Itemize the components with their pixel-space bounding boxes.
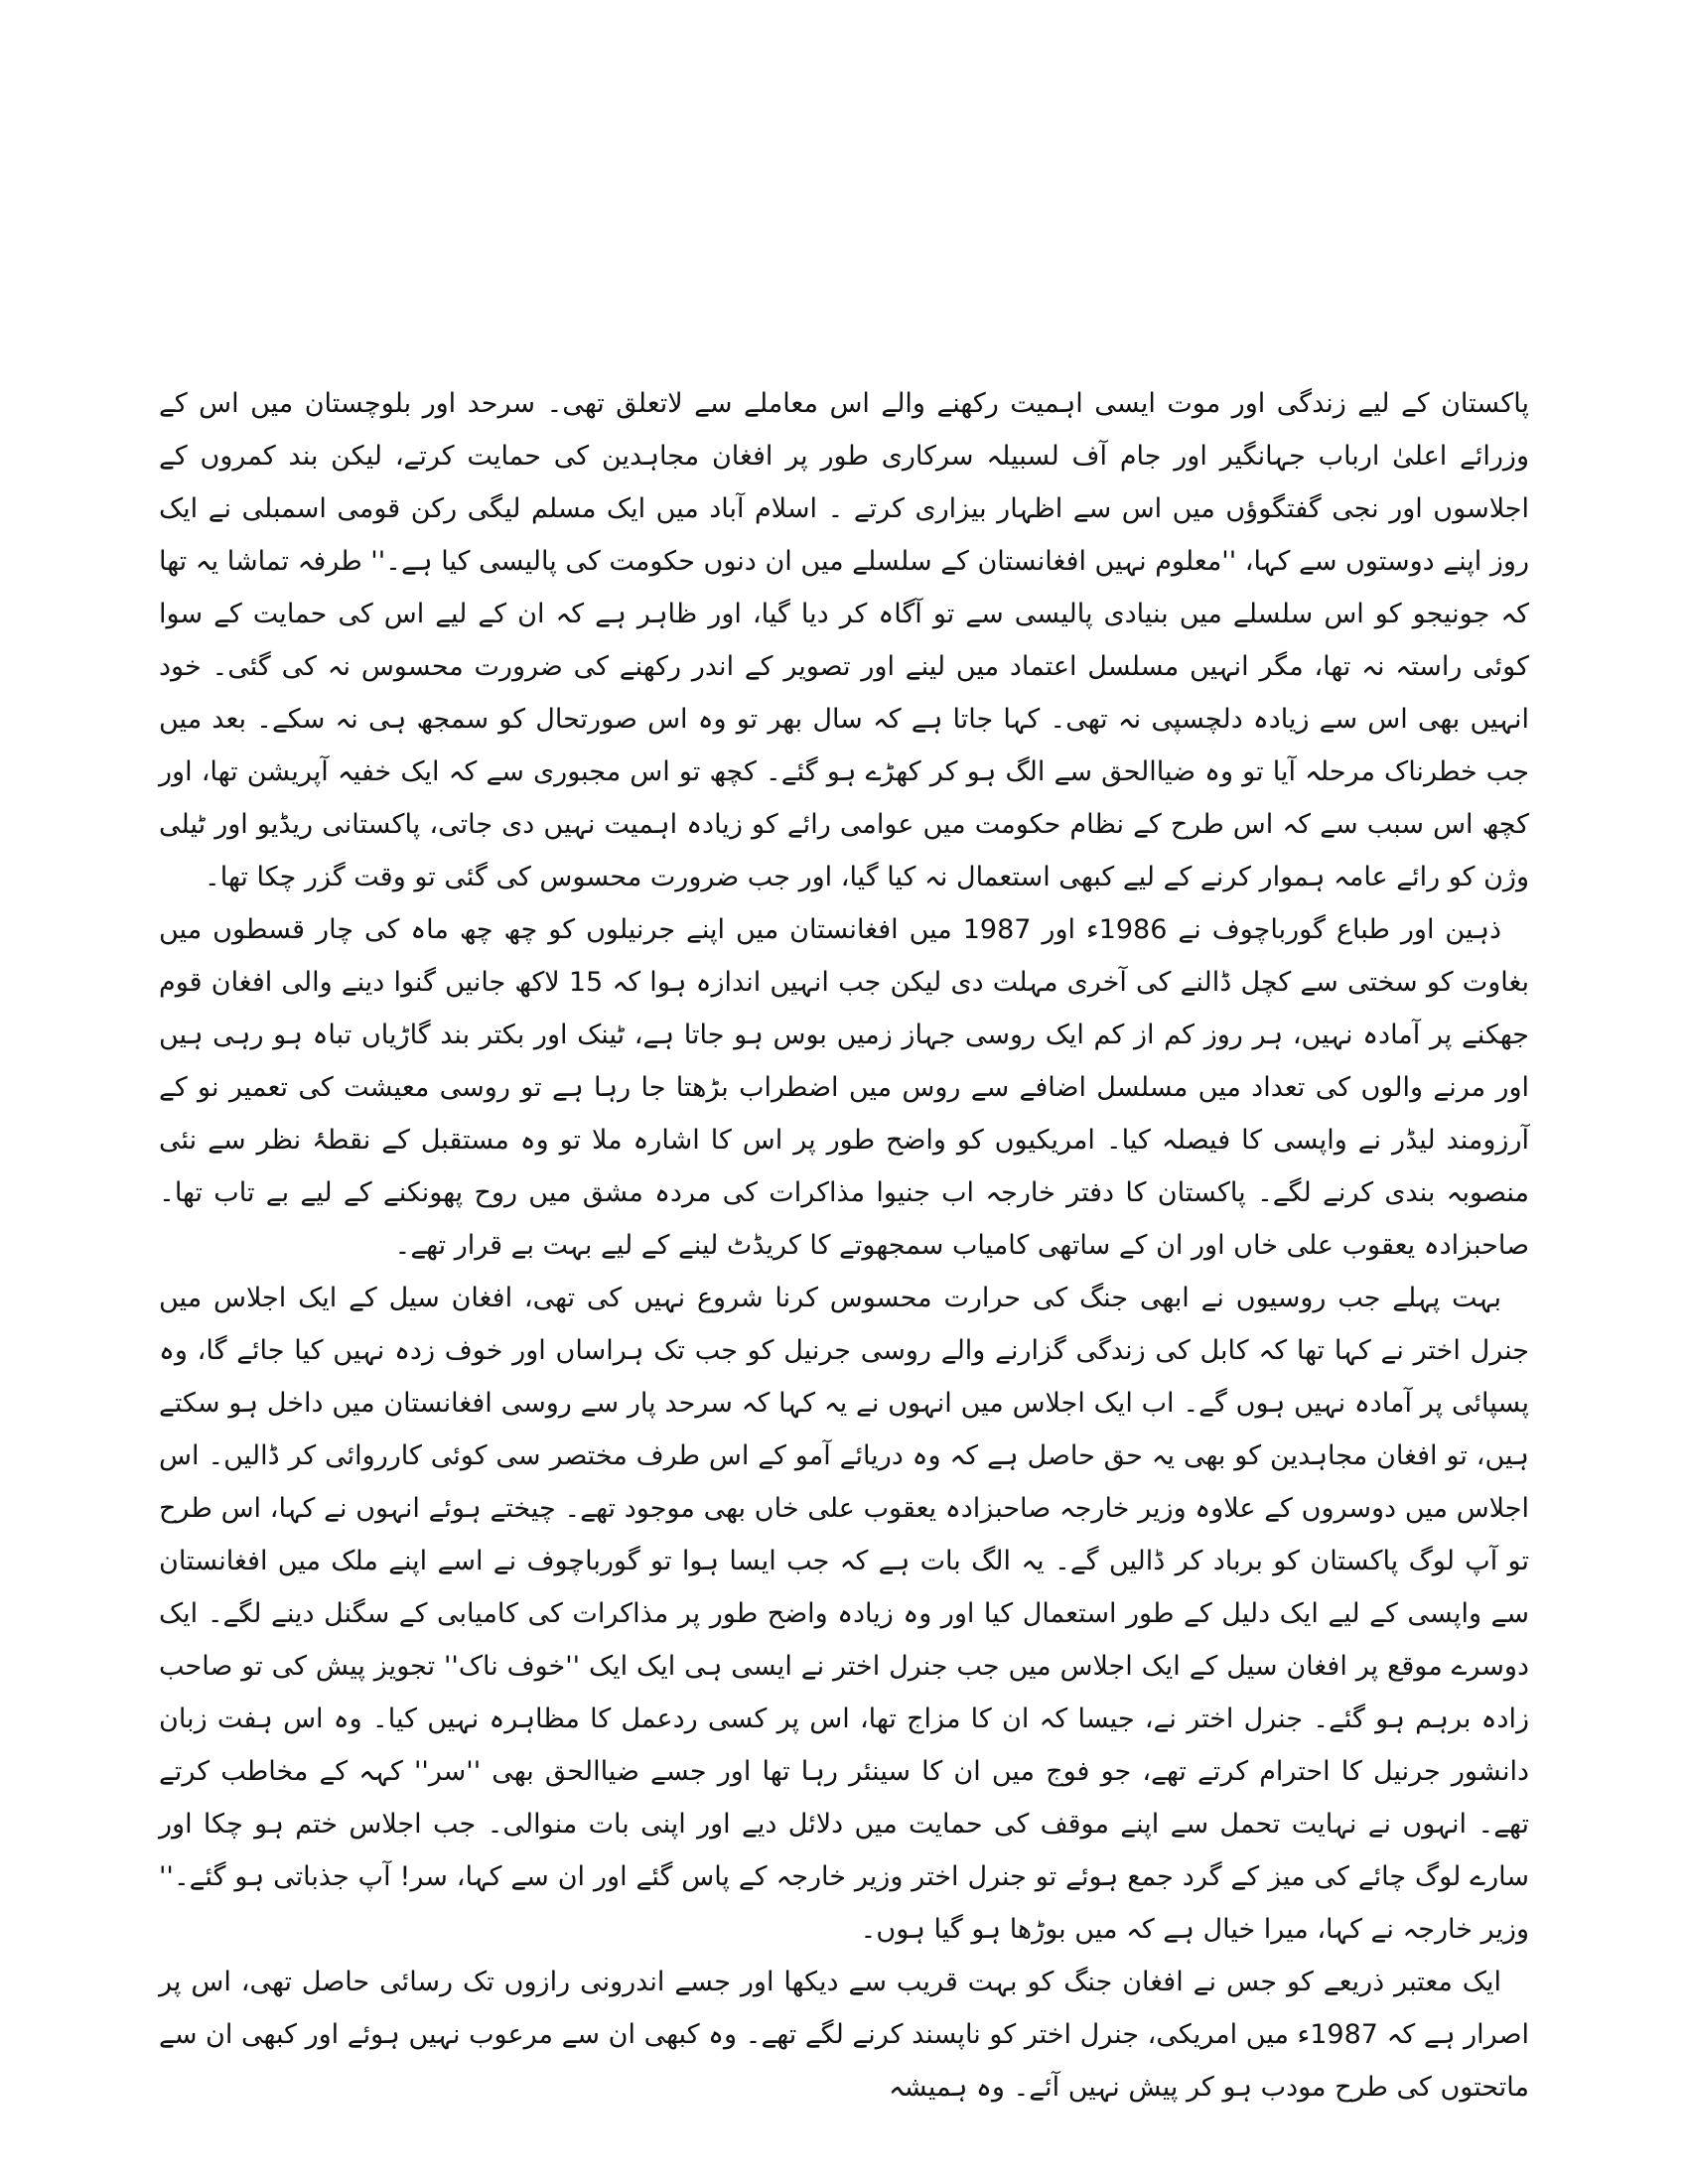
paragraph-3: بہت پہلے جب روسیوں نے ابھی جنگ کی حرارت محسوس کرنا شروع نہیں کی تھی، افغان سیل کے ایک اجلاس میں جنرل اختر نے کہا تھا کہ کابل کی زندگی گزارنے والے روسی جرنیل کو جب تک ہراساں اور خوف زدہ نہیں کیا جائے گا، وہ پسپائی پر آمادہ نہیں ہوں گے۔ اب ایک اجلاس میں انہوں نے یہ کہا کہ سرحد پار سے روسی افغانستان میں داخل ہو سکتے ہیں، تو افغان مجاہدین کو بھی یہ حق حاصل ہے کہ وہ دریائے آمو کے اس طرف مختصر سی کوئی کارروائی کر ڈالیں۔ اس اجلاس میں دوسروں کے علاوہ وزیر خارجہ صاحبزادہ یعقوب علی خاں بھی موجود تھے۔ چیختے ہوئے انہوں نے کہا، اس طرح تو آپ لوگ پاکستان کو برباد کر ڈالیں گے۔ یہ الگ بات ہے کہ جب ایسا ہوا تو گورباچوف نے اسے اپنے ملک میں افغانستان سے واپسی کے لیے ایک دلیل کے طور استعمال کیا اور وہ زیادہ واضح طور پر مذاکرات کی کامیابی کے سگنل دینے لگے۔ ایک دوسرے موقع پر افغان سیل کے ایک اجلاس میں جب جنرل اختر نے ایسی ہی ایک ایک ''خوف ناک'' تجویز پیش کی تو صاحب زادہ برہم ہو گئے۔ جنرل اختر نے، جیسا کہ ان کا مزاج تھا، اس پر کسی ردعمل کا مظاہرہ نہیں کیا۔ وہ اس ہفت زبان دانشور جرنیل کا احترام کرتے تھے، جو فوج میں ان کا سینئر رہا تھا اور جسے ضیاالحق بھی ''سر'' کہہ کے مخاطب کرتے تھے۔ انہوں نے نہایت تحمل سے اپنے موقف کی حمایت میں دلائل دیے اور اپنی بات منوالی۔ جب اجلاس ختم ہو چکا اور سارے لوگ چائے کی میز کے گرد جمع ہوئے تو جنرل اختر وزیر خارجہ کے پاس گئے اور ان سے کہا، سر! آپ جذباتی ہو گئے۔'' وزیر خارجہ نے کہا، میرا خیال ہے کہ میں بوڑھا ہو گیا ہوں۔ [159, 1283, 1529, 1945]
paragraph-2: ذہین اور طباع گورباچوف نے 1986ء اور 1987 میں افغانستان میں اپنے جرنیلوں کو چھ چھ ماہ کی چار قسطوں میں بغاوت کو سختی سے کچل ڈالنے کی آخری مہلت دی لیکن جب انہیں اندازہ ہوا کہ 15 لاکھ جانیں گنوا دینے والی افغان قوم جھکنے پر آمادہ نہیں، ہر روز کم از کم ایک روسی جہاز زمیں بوس ہو جاتا ہے، ٹینک اور بکتر بند گاڑیاں تباہ ہو رہی ہیں اور مرنے والوں کی تعداد میں مسلسل اضافے سے روس میں اضطراب بڑھتا جا رہا ہے تو روسی معیشت کی تعمیر نو کے آرزومند لیڈر نے واپسی کا فیصلہ کیا۔ امریکیوں کو واضح طور پر اس کا اشارہ ملا تو وہ مستقبل کے نقطۂ نظر سے نئی منصوبہ بندی کرنے لگے۔ پاکستان کا دفتر خارجہ اب جنیوا مذاکرات کی مردہ مشق میں روح پھونکنے کے لیے بے تاب تھا۔ صاحبزادہ یعقوب علی خاں اور ان کے ساتھی کامیاب سمجھوتے کا کریڈٹ لینے کے لیے بہت بے قرار تھے۔ [159, 914, 1530, 1261]
paragraph-1: پاکستان کے لیے زندگی اور موت ایسی اہمیت رکھنے والے اس معاملے سے لاتعلق تھی۔ سرحد اور بلوچستان میں اس کے وزرائے اعلیٰ ارباب جہانگیر اور جام آف لسبیلہ سرکاری طور پر افغان مجاہدین کی حمایت کرتے، لیکن بند کمروں کے اجلاسوں اور نجی گفتگوؤں میں اس سے اظہار بیزاری کرتے ۔ اسلام آباد میں ایک مسلم لیگی رکن قومی اسمبلی نے ایک روز اپنے دوستوں سے کہا، ''معلوم نہیں افغانستان کے سلسلے میں ان دنوں حکومت کی پالیسی کیا ہے۔'' طرفہ تماشا یہ تھا کہ جونیجو کو اس سلسلے میں بنیادی پالیسی سے تو آگاہ کر دیا گیا، اور ظاہر ہے کہ ان کے لیے اس کی حمایت کے سوا کوئی راستہ نہ تھا، مگر انہیں مسلسل اعتماد میں لینے اور تصویر کے اندر رکھنے کی ضرورت محسوس نہ کی گئی۔ خود انہیں بھی اس سے زیادہ دلچسپی نہ تھی۔ کہا جاتا ہے کہ سال بھر تو وہ اس صورتحال کو سمجھ ہی نہ سکے۔ بعد میں جب خطرناک مرحلہ آیا تو وہ ضیاالحق سے الگ ہو کر کھڑے ہو گئے۔ کچھ تو اس مجبوری سے کہ ایک خفیہ آپریشن تھا، اور کچھ اس سبب سے کہ اس طرح کے نظام حکومت میں عوامی رائے کو زیادہ اہمیت نہیں دی جاتی، پاکستانی ریڈیو اور ٹیلی وژن کو رائے عامہ ہموار کرنے کے لیے کبھی استعمال نہ کیا گیا، اور جب ضرورت محسوس کی گئی تو وقت گزر چکا تھا۔ [159, 388, 1529, 892]
body-text [159, 377, 1529, 2114]
paragraph-4: ایک معتبر ذریعے کو جس نے افغان جنگ کو بہت قریب سے دیکھا اور جسے اندرونی رازوں تک رسائی حاصل تھی، اس پر اصرار ہے کہ 1987ء میں امریکی، جنرل اختر کو ناپسند کرنے لگے تھے۔ وہ کبھی ان سے مرعوب نہیں ہوئے اور کبھی ان سے ماتحتوں کی طرح مودب ہو کر پیش نہیں آئے۔ وہ ہمیشہ [159, 1967, 1529, 2103]
